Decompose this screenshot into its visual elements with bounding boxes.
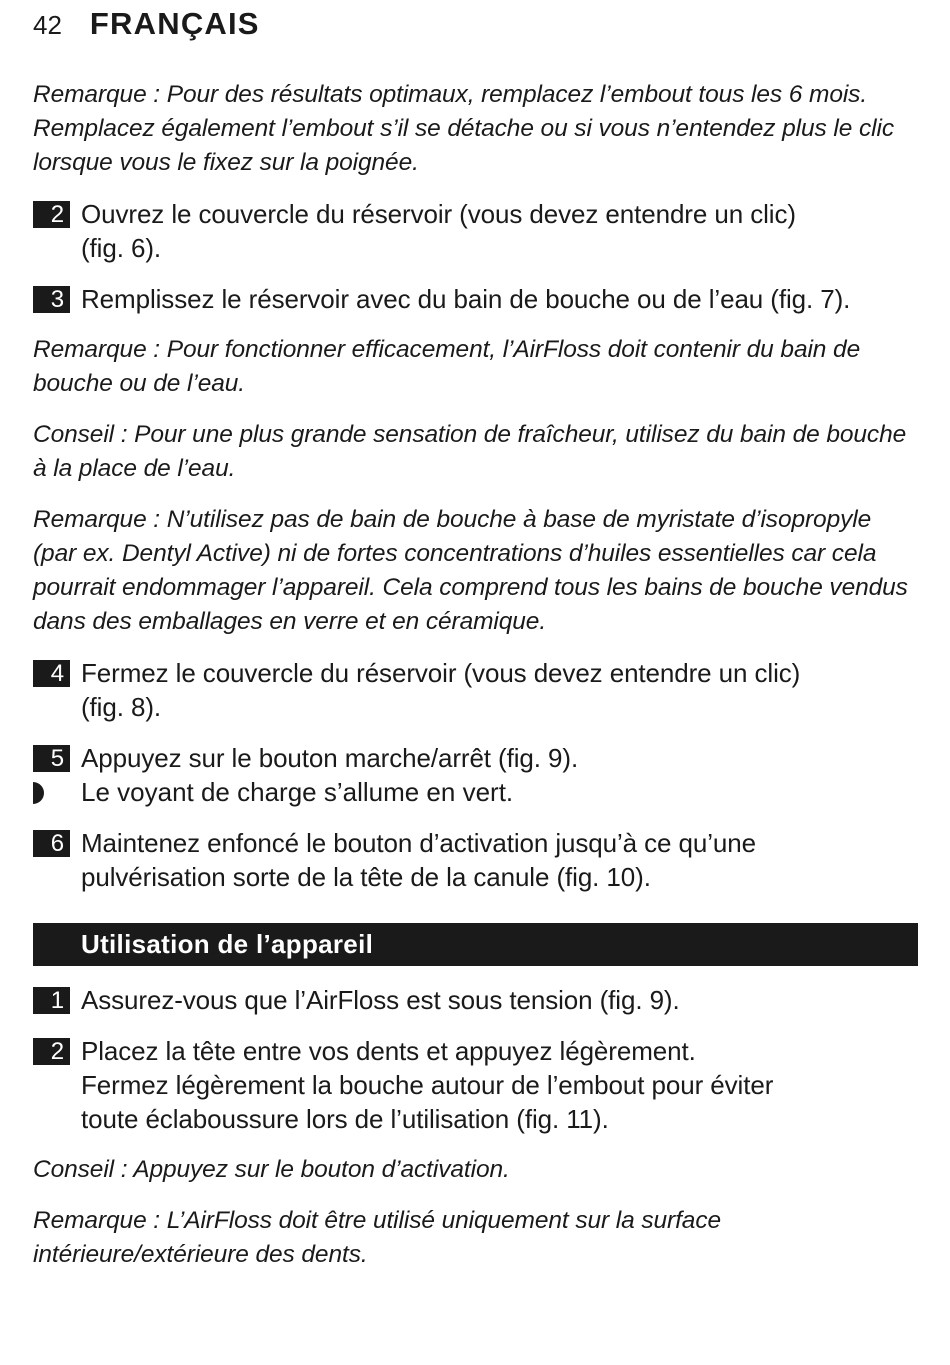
section-heading-usage: Utilisation de l’appareil [33,923,918,966]
result-arrow-icon [33,782,45,804]
step-text-line: (fig. 6). [81,233,162,263]
step-number-badge: 4 [33,660,70,687]
step-number-badge: 2 [33,201,70,228]
page-content [33,78,918,1289]
step-number-badge: 6 [33,830,70,857]
step-text-line: Fermez le couvercle du réservoir (vous devez entendre un clic) [81,658,801,688]
step-text-line: Assurez-vous que l’AirFloss est sous tension (fig. 9). [81,985,680,1015]
step-text-line: pulvérisation sorte de la tête de la canule (fig. 10). [81,862,651,892]
step-hold-activation-button [33,826,918,894]
page-header [33,6,260,46]
step-text-line: Fermez légèrement la bouche autour de l’embout pour éviter [81,1070,774,1100]
language-title: FRANÇAIS [89,6,260,41]
result-charge-light [33,775,918,809]
step-text-line: Appuyez sur le bouton marche/arrêt (fig. 9). [81,743,579,773]
tip-press-activation: Conseil : Appuyez sur le bouton d’activation. [33,1156,510,1183]
step-press-power-button [33,741,918,775]
page-number: 42 [33,10,62,40]
step-text-line: Maintenez enfoncé le bouton d’activation jusqu’à ce qu’une [81,828,757,858]
step-text-line: Placez la tête entre vos dents et appuyez légèrement. [81,1036,696,1066]
result-text: Le voyant de charge s’allume en vert. [81,777,514,807]
step-check-power-on [33,983,918,1017]
note-tooth-surfaces: Remarque : L’AirFloss doit être utilisé uniquement sur la surface intérieure/extérieure des dents. [33,1207,721,1268]
note-needs-liquid: Remarque : Pour fonctionner efficacement, l’AirFloss doit contenir du bain de bouche ou de l’eau. [33,336,861,397]
step-text-line: Ouvrez le couvercle du réservoir (vous devez entendre un clic) [81,199,796,229]
step-open-reservoir-lid [33,197,918,265]
step-text-line: (fig. 8). [81,692,162,722]
step-fill-reservoir [33,282,918,316]
step-text-line: toute éclaboussure lors de l’utilisation (fig. 11). [81,1104,609,1134]
step-text-line: Remplissez le réservoir avec du bain de bouche ou de l’eau (fig. 7). [81,284,851,314]
step-number-badge: 1 [33,987,70,1014]
step-close-reservoir-lid [33,656,918,724]
step-place-head-between-teeth [33,1034,918,1136]
step-number-badge: 2 [33,1038,70,1065]
step-number-badge: 5 [33,745,70,772]
note-replace-nozzle: Remarque : Pour des résultats optimaux, remplacez l’embout tous les 6 mois. Remplacez également l’embout s’il se détache ou si vous n’entendez plus le clic lorsque vous le fixez sur la poignée. [33,81,894,176]
step-number-badge: 3 [33,286,70,313]
note-mouthwash-warning: Remarque : N’utilisez pas de bain de bouche à base de myristate d’isopropyle (par ex. Dentyl Active) ni de fortes concentrations d’huiles essentielles car cela pourrait endommager l’appareil. Cela comprend tous les bains de bouche vendus dans des emballages en verre et en céramique. [33,506,908,635]
tip-mouthwash-freshness: Conseil : Pour une plus grande sensation de fraîcheur, utilisez du bain de bouche à la place de l’eau. [33,421,907,482]
